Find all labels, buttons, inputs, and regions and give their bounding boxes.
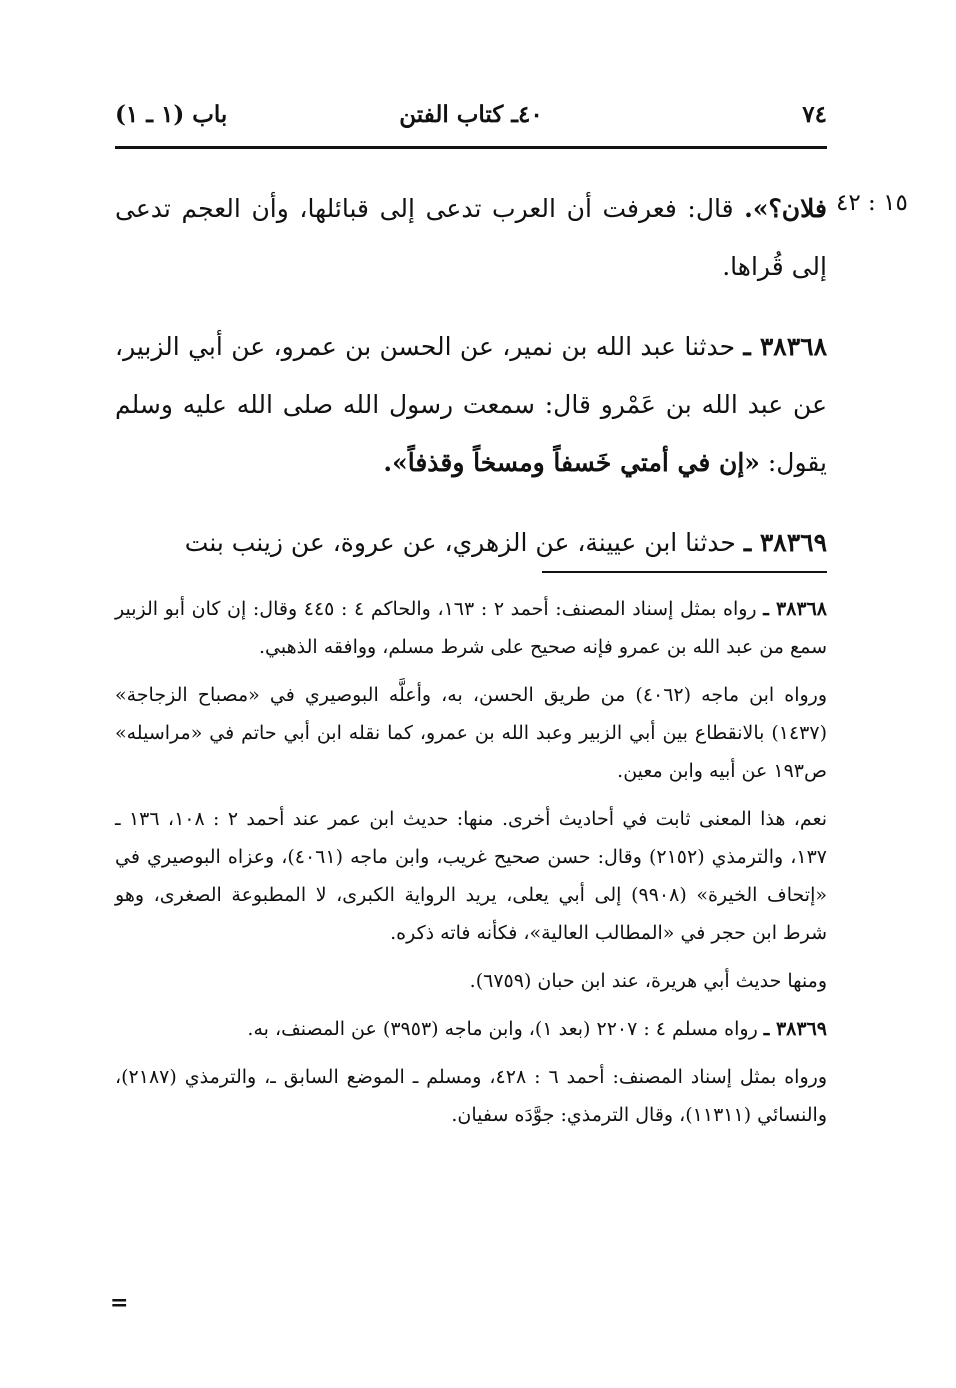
main-text: [115, 180, 827, 594]
footnote-38369: [115, 1010, 827, 1048]
hadith-38368: [115, 318, 827, 492]
footnote-text: رواه بمثل إسناد المصنف: أحمد ٢ : ١٦٣، والحاكم ٤ : ٤٤٥ وقال: إن كان أبو الزبير سمع من عبد الله بن عمرو فإنه صحيح على شرط مسلم، ووافقه الذهبي.: [115, 598, 827, 658]
header-rule: [115, 146, 827, 149]
paragraph-continuation: [115, 180, 827, 296]
footnote-text: رواه مسلم ٤ : ٢٢٠٧ (بعد ١)، وابن ماجه (٣٩٥٣) عن المصنف، به.: [247, 1018, 764, 1040]
footnote-paragraph: ورواه بمثل إسناد المصنف: أحمد ٦ : ٤٢٨، ومسلم ـ الموضع السابق ـ، والترمذي (٢١٨٧)، والنسائي (١١٣١١)، وقال الترمذي: جوَّدَه سفيان.: [115, 1066, 827, 1126]
running-header: [115, 98, 827, 138]
hadith-matn: «إن في أمتي خَسفاً ومسخاً وقذفاً».: [383, 448, 760, 477]
continuation-mark: =: [110, 1290, 129, 1316]
footnotes: [115, 590, 827, 1144]
footnote-paragraph: ورواه ابن ماجه (٤٠٦٢) من طريق الحسن، به، وأعلَّه البوصيري في «مصباح الزجاجة» (١٤٣٧) بالانقطاع بين أبي الزبير وعبد الله بن عمرو، كما نقله ابن أبي حاتم في «مراسيله» ص١٩٣ عن أبيه وابن معين.: [115, 684, 828, 782]
marginal-reference: ١٥ : ٤٢: [836, 190, 908, 216]
paragraph-text: قال: فعرفت أن العرب تدعى إلى قبائلها، وأن العجم تدعى إلى قُراها.: [115, 194, 827, 281]
hadith-number: ٣٨٣٦٩ ـ: [743, 528, 827, 557]
hadith-chain: حدثنا عبد الله بن نمير، عن الحسن بن عمرو، عن أبي الزبير، عن عبد الله بن عَمْرو قال: سمعت رسول الله صلى الله عليه وسلم يقول:: [115, 332, 827, 477]
page-number: ٧٤: [802, 101, 827, 128]
footnote-38368: [115, 590, 827, 666]
chapter-label: باب (١ ـ ١): [115, 101, 228, 128]
hadith-number: ٣٨٣٦٨ ـ: [743, 332, 827, 361]
hadith-38369: [115, 514, 827, 572]
book-title: ٤٠ـ كتاب الفتن: [399, 101, 543, 128]
footnote-number: ٣٨٣٦٩ ـ: [763, 1018, 827, 1040]
hadith-chain: حدثنا ابن عيينة، عن الزهري، عن عروة، عن زينب بنت: [184, 528, 744, 557]
footnote-separator: [542, 571, 827, 573]
footnote-paragraph: نعم، هذا المعنى ثابت في أحاديث أخرى. منها: حديث ابن عمر عند أحمد ٢ : ١٠٨، ١٣٦ ـ ١٣٧، والترمذي (٢١٥٢) وقال: حسن صحيح غريب، وابن ماجه (٤٠٦١)، وعزاه البوصيري في «إتحاف الخيرة» (٩٩٠٨) إلى أبي يعلى، يريد الرواية الكبرى، لا المطبوعة الصغرى، وهو شرط ابن حجر في «المطالب العالية»، فكأنه فاته ذكره.: [115, 808, 828, 944]
quote-end: فلان؟».: [744, 194, 827, 223]
footnote-paragraph: ومنها حديث أبي هريرة، عند ابن حبان (٦٧٥٩).: [469, 970, 827, 992]
footnote-number: ٣٨٣٦٨ ـ: [763, 598, 827, 620]
